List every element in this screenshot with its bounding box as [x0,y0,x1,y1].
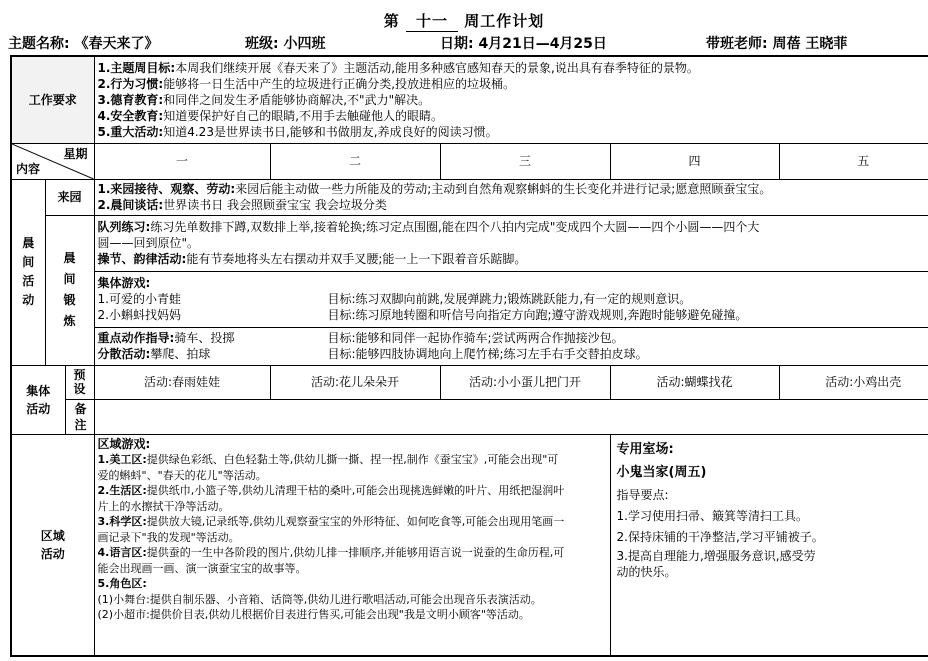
weekly-plan-table [10,55,928,657]
work-requirements-row [11,56,928,143]
day-thu: 四 [610,143,779,179]
region-games-content: 区域游戏: 1.美工区:提供绿色彩纸、白色轻黏土等,供幼儿撕一撕、捏一捏,制作《蚕宝宝》,可能会出现"可 爱的蝌蚪"、"春天的花儿"等活动。 2.生活区:提供纸巾,小篮子等,供幼儿清理干枯的桑叶,可能会出现挑选鲜嫩的叶片、用纸把湿润叶 片上的水擦拭干净等活动。 3.科学区:提供放大镜,记录纸等,供幼儿观察蚕宝宝的外形特征、如何吃食等,可能会出现用笔画一 画记录下"我的发现"等活动。 4.语言区:提供蚕的一生中各阶段的图片,供幼儿排一排顺序,并能够用语言说一说蚕的生命历程,可 能会出现画一画、演一演蚕宝宝的故事等。 5.角色区: (1)小舞台:提供自制乐器、小音箱、话筒等,供幼儿进行歌唱活动,可能会出现音乐表演活动。 (2)小超市:提供价目表,供幼儿根据价目表进行售买,可能会出现"我是文明小顾客"等活动。 [94,434,610,656]
plan-label: 预设 [65,365,94,399]
focus-row [11,327,928,365]
work-item: 1.主题周目标:本周我们继续开展《春天来了》主题活动,能用多种感官感知春天的景象,说出具有春季特征的景物。 [97,60,699,75]
work-requirements-content [94,56,928,143]
corner-content: 内容 [16,161,41,176]
work-item: 3.德育教育:和同伴之间发生矛盾能够协商解决,不"武力"解决。 [97,92,431,107]
work-requirements-label: 工作要求 [11,56,94,143]
page-title [0,10,928,32]
arrival-row [11,179,928,215]
teachers: 带班老师: 周蓓 王晓菲 [706,36,848,52]
drill-content: 队列练习:练习先单数排下蹲,双数排上举,接着轮换;练习定点围圈,能在四个八拍内完成"变成四个大圆——四个小圆——四个大 圆——回到原位"。 操节、韵律活动:能有节奏地将头左右摆动并双手叉腰;能一上一下跟着音乐踮脚。 [94,215,928,271]
activity-tue: 活动:花儿朵朵开 [270,365,440,399]
day-fri: 五 [779,143,928,179]
collective-note-row [11,399,928,434]
work-item: 2.行为习惯:能够将一日生活中产生的垃圾进行正确分类,投放进相应的垃圾桶。 [97,76,516,91]
morning-exercise-label: 晨间锻炼 [45,215,94,365]
class-name: 班级: 小四班 [245,36,326,52]
group-games-row [11,271,928,327]
note-content [94,399,928,434]
note-label: 备注 [65,399,94,434]
special-room-content: 专用室场: 小鬼当家(周五) 指导要点: 1.学习使用扫帚、簸箕等清扫工具。 2.保持床铺的干净整洁,学习平铺被子。 3.提高自理能力,增强服务意识,感受劳 动的快乐。 [610,434,928,656]
region-activity-row [11,434,928,656]
game-item: 2.小蝌蚪找妈妈 目标:练习原地转圈和听信号向指定方向跑;遵守游戏规则,奔跑时能够避免碰撞。 [97,308,748,322]
exercise-drill-row [11,215,928,271]
arrival-content: 1.来园接待、观察、劳动:来园后能主动做一些力所能及的劳动;主动到自然角观察蝌蚪的生长变化并进行记录;愿意照顾蚕宝宝。 2.晨间谈话:世界读书日 我会照顾蚕宝宝 我会垃圾分类 [94,179,928,215]
title-suffix: 周工作计划 [464,12,545,30]
activity-fri: 活动:小鸡出壳 [779,365,928,399]
day-tue: 二 [270,143,440,179]
theme-name: 主题名称: 《春天来了》 [8,36,159,52]
day-mon: 一 [94,143,270,179]
week-number: 十一 [406,10,458,32]
collective-activity-label: 集体活动 [11,365,65,434]
activity-thu: 活动:蝴蝶找花 [610,365,779,399]
arrival-label: 来园 [45,179,94,215]
corner-weekday: 星期 [63,146,88,161]
region-activity-label: 区域活动 [11,434,94,656]
diagonal-header-cell [11,143,94,179]
game-item: 1.可爱的小青蛙 目标:练习双脚向前跳,发展弹跳力;锻炼跳跃能力,有一定的规则意识。 [97,292,692,306]
work-item: 5.重大活动:知道4.23是世界读书日,能够和书做朋友,养成良好的阅读习惯。 [97,124,498,139]
date-range: 日期: 4月21日—4月25日 [440,36,607,52]
work-item: 4.安全教育:知道要保护好自己的眼睛,不用手去触碰他人的眼睛。 [97,108,444,123]
activity-wed: 活动:小小蛋儿把门开 [440,365,610,399]
morning-activity-label: 晨间活动 [11,179,45,365]
collective-plan-row [11,365,928,399]
activity-mon: 活动:春雨娃娃 [94,365,270,399]
group-games-content: 集体游戏: 1.可爱的小青蛙 目标:练习双脚向前跳,发展弹跳力;锻炼跳跃能力,有一定的规则意识。 2.小蝌蚪找妈妈 目标:练习原地转圈和听信号向指定方向跑;遵守游戏规则,奔跑时能够避免碰撞。 [94,271,928,327]
focus-content: 重点动作指导:骑车、投掷 目标:能够和同伴一起协作骑车;尝试两两合作抛接沙包。 分散活动:攀爬、拍球 目标:能够四肢协调地向上爬竹梯;练习左手右手交替拍皮球。 [94,327,928,365]
title-prefix: 第 [383,12,400,30]
day-wed: 三 [440,143,610,179]
weekday-header-row [11,143,928,179]
